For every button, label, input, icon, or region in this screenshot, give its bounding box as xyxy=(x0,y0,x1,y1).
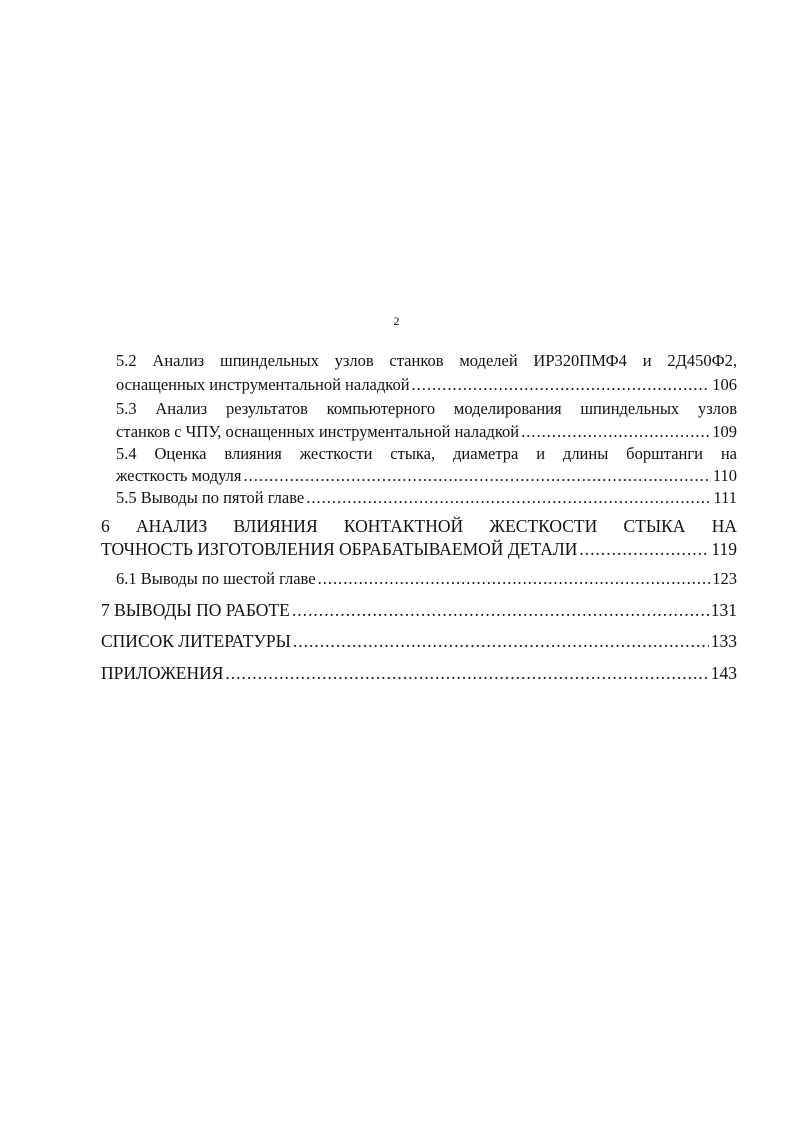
toc-5-3-line1: 5.3 Анализ результатов компьютерного моделирования шпиндельных узлов xyxy=(116,399,737,418)
dot-leader xyxy=(306,487,711,509)
toc-5-2-title: оснащенных инструментальной наладкой xyxy=(116,375,410,394)
page-number: 2 xyxy=(393,314,400,328)
dot-leader xyxy=(243,465,710,487)
toc-references-page: 133 xyxy=(710,631,737,651)
toc-5-5-title: 5.5 Выводы по пятой главе xyxy=(116,488,305,507)
toc-5-4-line1: 5.4 Оценка влияния жесткости стыка, диаметра и длины борштанги на xyxy=(116,444,737,463)
toc-appendices-page: 143 xyxy=(710,663,737,683)
toc-5-5-page: 111 xyxy=(713,488,737,507)
toc-5-3-line2 xyxy=(116,421,737,443)
toc-5-4-line2 xyxy=(116,465,737,487)
toc-ch6-title: ТОЧНОСТЬ ИЗГОТОВЛЕНИЯ ОБРАБАТЫВАЕМОЙ ДЕТАЛИ xyxy=(101,539,578,559)
toc-ch6-line1: 6 АНАЛИЗ ВЛИЯНИЯ КОНТАКТНОЙ ЖЕСТКОСТИ СТЫКА НА xyxy=(101,516,737,536)
dot-leader xyxy=(412,374,711,396)
toc-ch6-line2 xyxy=(101,538,737,560)
dot-leader xyxy=(292,599,709,621)
toc-references-title: СПИСОК ЛИТЕРАТУРЫ xyxy=(101,631,291,651)
toc-ch6-page: 119 xyxy=(711,539,737,559)
toc-ch7-title: 7 ВЫВОДЫ ПО РАБОТЕ xyxy=(101,600,290,620)
toc-ch7 xyxy=(101,599,737,621)
toc-5-5 xyxy=(116,487,737,509)
toc-references xyxy=(101,630,737,652)
toc-5-3-title: станков с ЧПУ, оснащенных инструментальной наладкой xyxy=(116,422,520,441)
toc-5-2-line2 xyxy=(116,374,737,396)
dot-leader xyxy=(225,662,708,684)
toc-6-1 xyxy=(116,568,737,590)
toc-ch7-page: 131 xyxy=(710,600,737,620)
toc-5-2-line1: 5.2 Анализ шпиндельных узлов станков моделей ИР320ПМФ4 и 2Д450Ф2, xyxy=(116,351,737,370)
toc-6-1-title: 6.1 Выводы по шестой главе xyxy=(116,569,316,588)
toc-5-4-title: жесткость модуля xyxy=(116,466,242,485)
dot-leader xyxy=(521,421,710,443)
dot-leader xyxy=(318,568,711,590)
toc-5-2-page: 106 xyxy=(712,375,737,394)
toc-appendices-title: ПРИЛОЖЕНИЯ xyxy=(101,663,224,683)
toc-6-1-page: 123 xyxy=(712,569,737,588)
toc-appendices xyxy=(101,662,737,684)
dot-leader xyxy=(579,538,709,560)
dot-leader xyxy=(293,630,709,652)
toc-5-4-page: 110 xyxy=(712,466,737,485)
toc-5-3-page: 109 xyxy=(712,422,737,441)
